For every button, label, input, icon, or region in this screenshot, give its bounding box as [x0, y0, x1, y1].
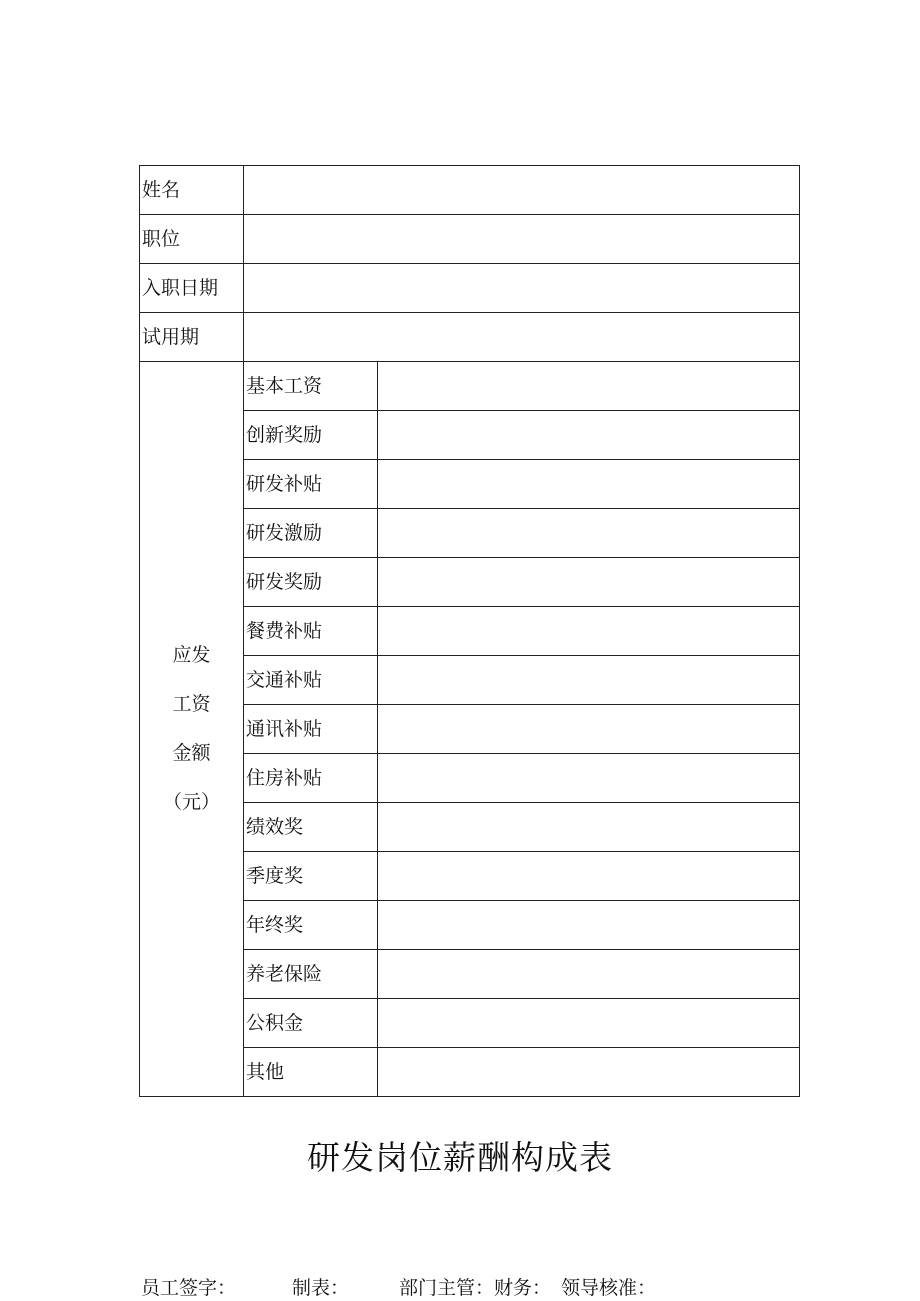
- field-label: 职位: [140, 215, 244, 264]
- salary-item-label: 研发激励: [244, 509, 378, 558]
- salary-item-row: [140, 362, 800, 411]
- salary-item-amount-field[interactable]: [378, 705, 800, 754]
- probation-field[interactable]: [244, 313, 800, 362]
- salary-item-amount-field[interactable]: [378, 852, 800, 901]
- salary-item-amount-field[interactable]: [378, 460, 800, 509]
- salary-item-label: 住房补贴: [244, 754, 378, 803]
- salary-item-amount-field[interactable]: [378, 509, 800, 558]
- finance-label: 财务：: [494, 1277, 552, 1299]
- salary-item-label: 绩效奖: [244, 803, 378, 852]
- salary-group-label: [140, 362, 244, 1097]
- form-row-position: [140, 215, 800, 264]
- name-field[interactable]: [244, 166, 800, 215]
- salary-item-amount-field[interactable]: [378, 656, 800, 705]
- salary-group-label-line: 工资: [172, 693, 211, 715]
- salary-group-label-line: （元）: [162, 791, 220, 813]
- salary-item-label: 创新奖励: [244, 411, 378, 460]
- prepared-by-label: 制表：: [292, 1277, 350, 1299]
- salary-item-amount-field[interactable]: [378, 607, 800, 656]
- form-row-probation: [140, 313, 800, 362]
- salary-item-label: 研发奖励: [244, 558, 378, 607]
- salary-item-label: 其他: [244, 1048, 378, 1097]
- form-row-hire-date: [140, 264, 800, 313]
- leader-approval-label: 领导核准：: [561, 1277, 657, 1299]
- salary-item-amount-field[interactable]: [378, 558, 800, 607]
- salary-form-table: [139, 165, 800, 1097]
- salary-item-label: 公积金: [244, 999, 378, 1048]
- salary-item-amount-field[interactable]: [378, 754, 800, 803]
- position-field[interactable]: [244, 215, 800, 264]
- form-row-name: [140, 166, 800, 215]
- document-title: 研发岗位薪酬构成表: [307, 1138, 613, 1177]
- salary-item-label: 交通补贴: [244, 656, 378, 705]
- salary-item-label: 年终奖: [244, 901, 378, 950]
- dept-manager-label: 部门主管：: [399, 1277, 495, 1299]
- salary-group-label-line: 金额: [172, 742, 211, 764]
- field-label: 入职日期: [140, 264, 244, 313]
- salary-item-label: 季度奖: [244, 852, 378, 901]
- salary-item-amount-field[interactable]: [378, 1048, 800, 1097]
- salary-item-amount-field[interactable]: [378, 950, 800, 999]
- salary-item-amount-field[interactable]: [378, 411, 800, 460]
- salary-item-label: 养老保险: [244, 950, 378, 999]
- salary-item-amount-field[interactable]: [378, 362, 800, 411]
- field-label: 姓名: [140, 166, 244, 215]
- field-label: 试用期: [140, 313, 244, 362]
- hire-date-field[interactable]: [244, 264, 800, 313]
- salary-item-amount-field[interactable]: [378, 901, 800, 950]
- salary-item-label: 通讯补贴: [244, 705, 378, 754]
- salary-group-label-line: 应发: [172, 644, 211, 666]
- salary-item-label: 餐费补贴: [244, 607, 378, 656]
- salary-item-amount-field[interactable]: [378, 999, 800, 1048]
- employee-signature-label: 员工签字：: [141, 1277, 237, 1299]
- salary-item-label: 基本工资: [244, 362, 378, 411]
- salary-item-label: 研发补贴: [244, 460, 378, 509]
- salary-item-amount-field[interactable]: [378, 803, 800, 852]
